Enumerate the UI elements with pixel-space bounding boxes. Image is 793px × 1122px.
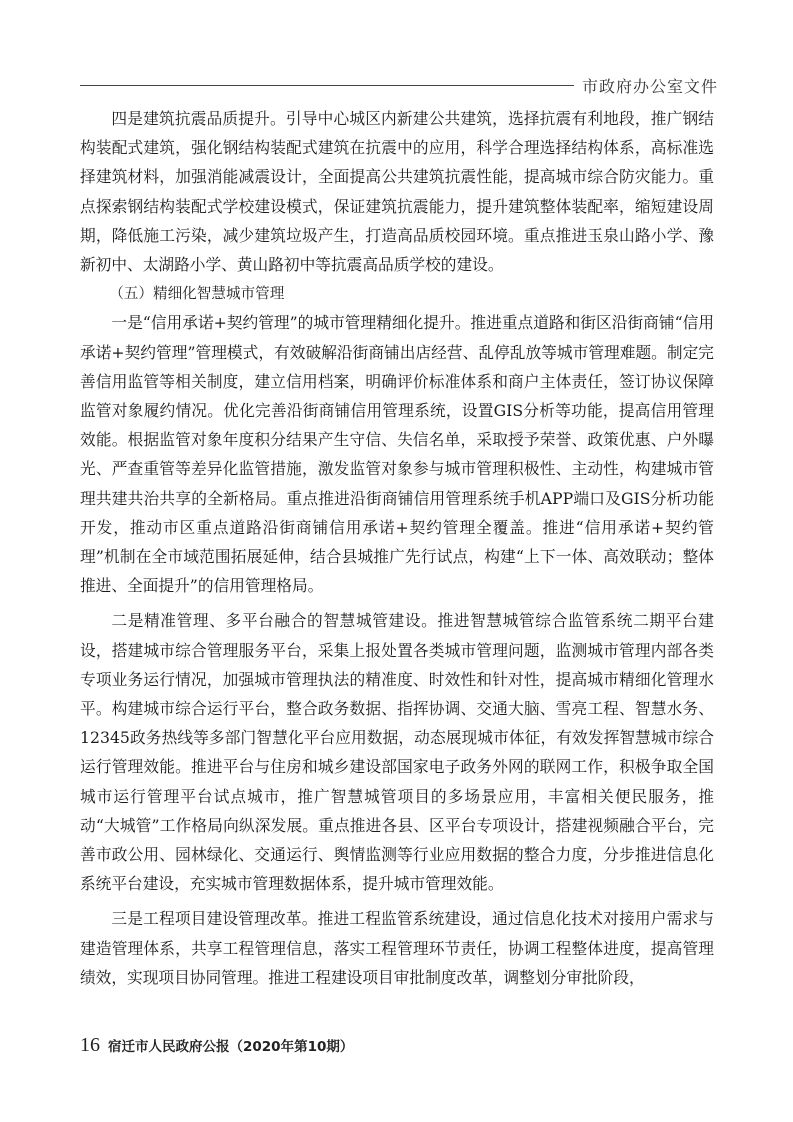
publication-title: 宿迁市人民政府公报（2020年第10期） [108,1039,354,1055]
paragraph-credit-management: 一是“信用承诺+契约管理”的城市管理精细化提升。推进重点道路和街区沿街商铺“信用承诺+契约管理”管理模式，有效破解沿街商铺出店经营、乱停乱放等城市管理难题。制定完善信用监管等相关制度，建立信用档案，明确评价标准体系和商户主体责任，签订协议保障监管对象履约情况。优化完善沿街商铺信用管理系统，设置GIS分析等功能，提高信用管理效能。根据监管对象年度积分结果产生守信、失信名单，采取授予荣誉、政策优惠、户外曝光、严查重管等差异化监管措施，激发监管对象参与城市管理积极性、主动性，构建城市管理共建共治共享的全新格局。重点推进沿街商铺信用管理系统手机APP端口及GIS分析功能开发，推动市区重点道路沿街商铺信用承诺+契约管理全覆盖。推进“信用承诺+契约管理”机制在全市域范围拓展延伸，结合县城推广先行试点，构建“上下一体、高效联动；整体推进、全面提升”的信用管理格局。 [80,313,714,596]
header-rule [80,85,574,86]
page-footer [80,1034,353,1057]
running-header: 市政府办公室文件 [582,77,719,96]
page-number: 16 [80,1034,100,1056]
paragraph-project-reform: 三是工程项目建设管理改革。推进工程监管系统建设，通过信息化技术对接用户需求与建造管理体系，共享工程管理信息，落实工程管理环节责任，协调工程整体进度，提高管理绩效，实现项目协同管理。推进工程建设项目审批制度改革，调整划分审批阶段， [80,909,714,987]
paragraph-smart-city: 二是精准管理、多平台融合的智慧城管建设。推进智慧城管综合监管系统二期平台建设，搭建城市综合管理服务平台，采集上报处置各类城市管理问题，监测城市管理内部各类专项业务运行情况，加强城市管理执法的精准度、时效性和针对性，提高城市精细化管理水平。构建城市综合运行平台，整合政务数据、指挥协调、交通大脑、雪亮工程、智慧水务、12345政务热线等多部门智慧化平台应用数据，动态展现城市体征，有效发挥智慧城市综合运行管理效能。推进平台与住房和城乡建设部国家电子政务外网的联网工作，积极争取全国城市运行管理平台试点城市，推广智慧城管项目的多场景应用，丰富相关便民服务，推动“大城管”工作格局向纵深发展。重点推进各县、区平台专项设计，搭建视频融合平台，完善市政公用、园林绿化、交通运行、舆情监测等行业应用数据的整合力度，分步推进信息化系统平台建设，充实城市管理数据体系，提升城市管理效能。 [80,611,714,894]
page-body [80,104,714,992]
section-heading: （五）精细化智慧城市管理 [109,285,285,303]
paragraph-seismic: 四是建筑抗震品质提升。引导中心城区内新建公共建筑，选择抗震有利地段，推广钢结构装配式建筑，强化钢结构装配式建筑在抗震中的应用，科学合理选择结构体系，高标准选择建筑材料，加强消能减震设计，全面提高公共建筑抗震性能，提高城市综合防灾能力。重点探索钢结构装配式学校建设模式，保证建筑抗震能力，提升建筑整体装配率，缩短建设周期，降低施工污染，减少建筑垃圾产生，打造高品质校园环境。重点推进玉泉山路小学、豫新初中、太湖路小学、黄山路初中等抗震高品质学校的建设。 [80,109,714,275]
